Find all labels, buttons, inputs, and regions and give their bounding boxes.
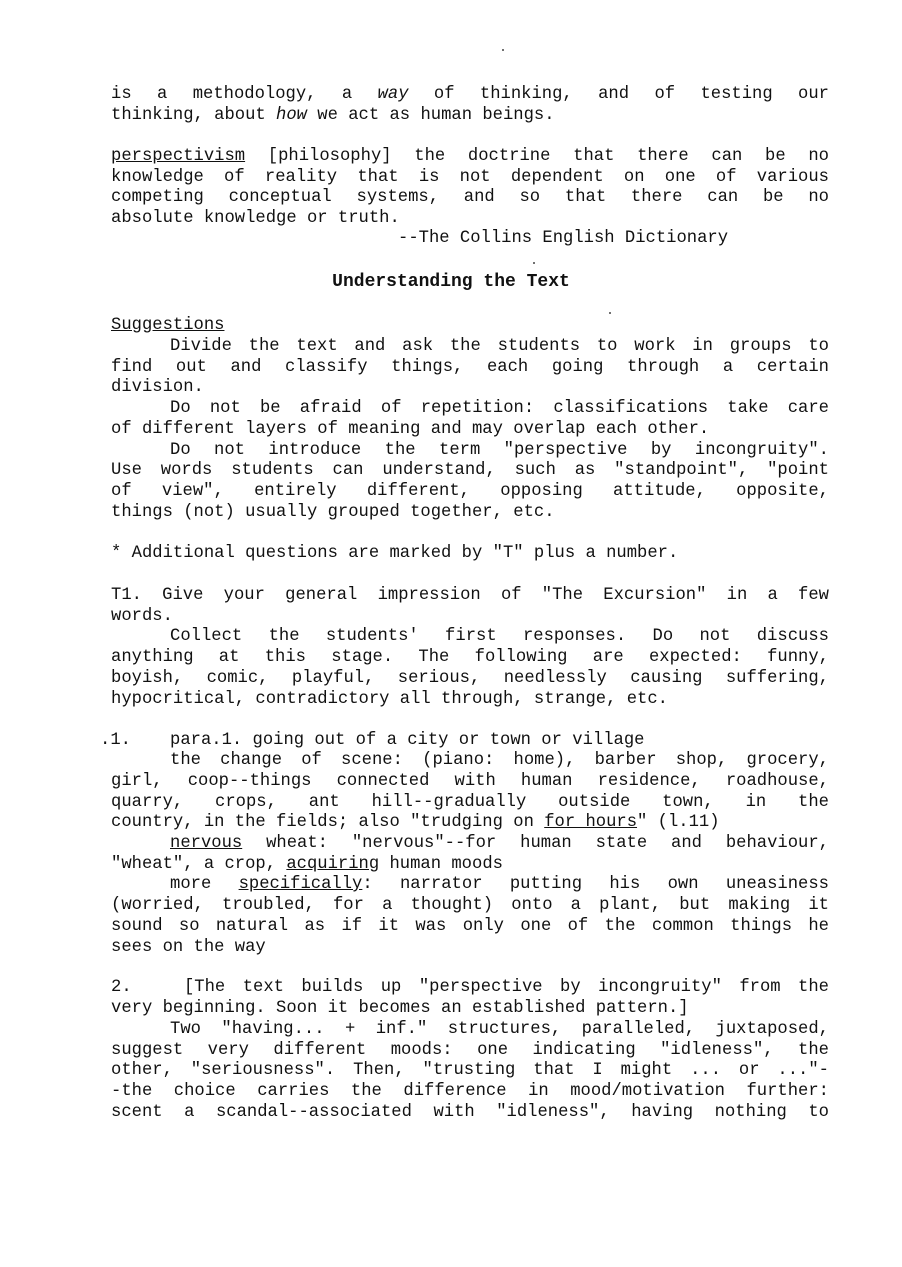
- suggestion-line: things (not) usually grouped together, etc.: [111, 503, 555, 522]
- suggestion-line: find out and classify things, each going through a certain: [111, 358, 829, 377]
- item-2-line: Two "having... + inf." structures, paralleled, juxtaposed,: [170, 1020, 829, 1039]
- suggestions-label: Suggestions: [111, 316, 225, 335]
- suggestion-line: Do not be afraid of repetition: classifications take care: [170, 399, 829, 418]
- suggestion-line: Use words students can understand, such as "standpoint", "point: [111, 461, 829, 480]
- item-1-line: country, in the fields; also "trudging on for hours" (l.11): [111, 813, 720, 832]
- scan-speck: [533, 262, 535, 264]
- suggestion-line: Do not introduce the term "perspective by incongruity".: [170, 441, 829, 460]
- t1-answer-line: anything at this stage. The following are expected: funny,: [111, 648, 829, 667]
- definition-line-1: perspectivism [philosophy] the doctrine that there can be no: [111, 147, 829, 166]
- definition-source: --The Collins English Dictionary: [398, 229, 729, 248]
- section-title: Understanding the Text: [332, 272, 570, 292]
- item-1-line: sees on the way: [111, 938, 266, 957]
- t1-answer-line: hypocritical, contradictory all through, strange, etc.: [111, 690, 668, 709]
- item-1-line: the change of scene: (piano: home), barber shop, grocery,: [170, 751, 829, 770]
- item-1-line: "wheat", a crop, acquiring human moods: [111, 855, 503, 874]
- t1-answer-line: boyish, comic, playful, serious, needlessly causing suffering,: [111, 669, 829, 688]
- item-1-line: more specifically: narrator putting his own uneasiness: [170, 875, 829, 894]
- scan-speck: [609, 312, 611, 314]
- scan-speck: [502, 49, 504, 51]
- suggestion-line: of view", entirely different, opposing attitude, opposite,: [111, 482, 829, 501]
- definition-term: perspectivism: [111, 147, 246, 166]
- additional-questions-note: * Additional questions are marked by "T" plus a number.: [111, 544, 679, 563]
- item-1-line: quarry, crops, ant hill--gradually outside town, in the: [111, 793, 829, 812]
- definition-line-3: competing conceptual systems, and so that there can be no: [111, 188, 829, 207]
- t1-question-line: T1. Give your general impression of "The Excursion" in a few: [111, 586, 829, 605]
- item-1-line: girl, coop--things connected with human residence, roadhouse,: [111, 772, 829, 791]
- item-2-line: scent a scandal--associated with "idleness", having nothing to: [111, 1103, 829, 1122]
- definition-line-4: absolute knowledge or truth.: [111, 209, 400, 228]
- intro-line-2: thinking, about how we act as human beings.: [111, 106, 555, 125]
- suggestion-line: of different layers of meaning and may overlap each other.: [111, 420, 710, 439]
- item-1-number: .1.: [100, 731, 131, 750]
- item-2-line: other, "seriousness". Then, "trusting that I might ... or ..."-: [111, 1061, 829, 1080]
- item-1-line: (worried, troubled, for a thought) onto a plant, but making it: [111, 896, 829, 915]
- suggestion-line: Divide the text and ask the students to work in groups to: [170, 337, 829, 356]
- item-1-title: para.1. going out of a city or town or village: [170, 731, 645, 750]
- item-2-line: 2. [The text builds up "perspective by incongruity" from the: [111, 978, 829, 997]
- intro-line-1: is a methodology, a way of thinking, and of testing our: [111, 85, 829, 104]
- item-2-line: suggest very different moods: one indicating "idleness", the: [111, 1041, 829, 1060]
- definition-line-2: knowledge of reality that is not dependent on one of various: [111, 168, 829, 187]
- item-1-line: sound so natural as if it was only one of the common things he: [111, 917, 829, 936]
- suggestion-line: division.: [111, 378, 204, 397]
- item-2-line: -the choice carries the difference in mood/motivation further:: [111, 1082, 829, 1101]
- t1-answer-line: Collect the students' first responses. Do not discuss: [170, 627, 829, 646]
- t1-question-line: words.: [111, 607, 173, 626]
- item-1-line: nervous wheat: "nervous"--for human state and behaviour,: [170, 834, 829, 853]
- item-2-line: very beginning. Soon it becomes an established pattern.]: [111, 999, 689, 1018]
